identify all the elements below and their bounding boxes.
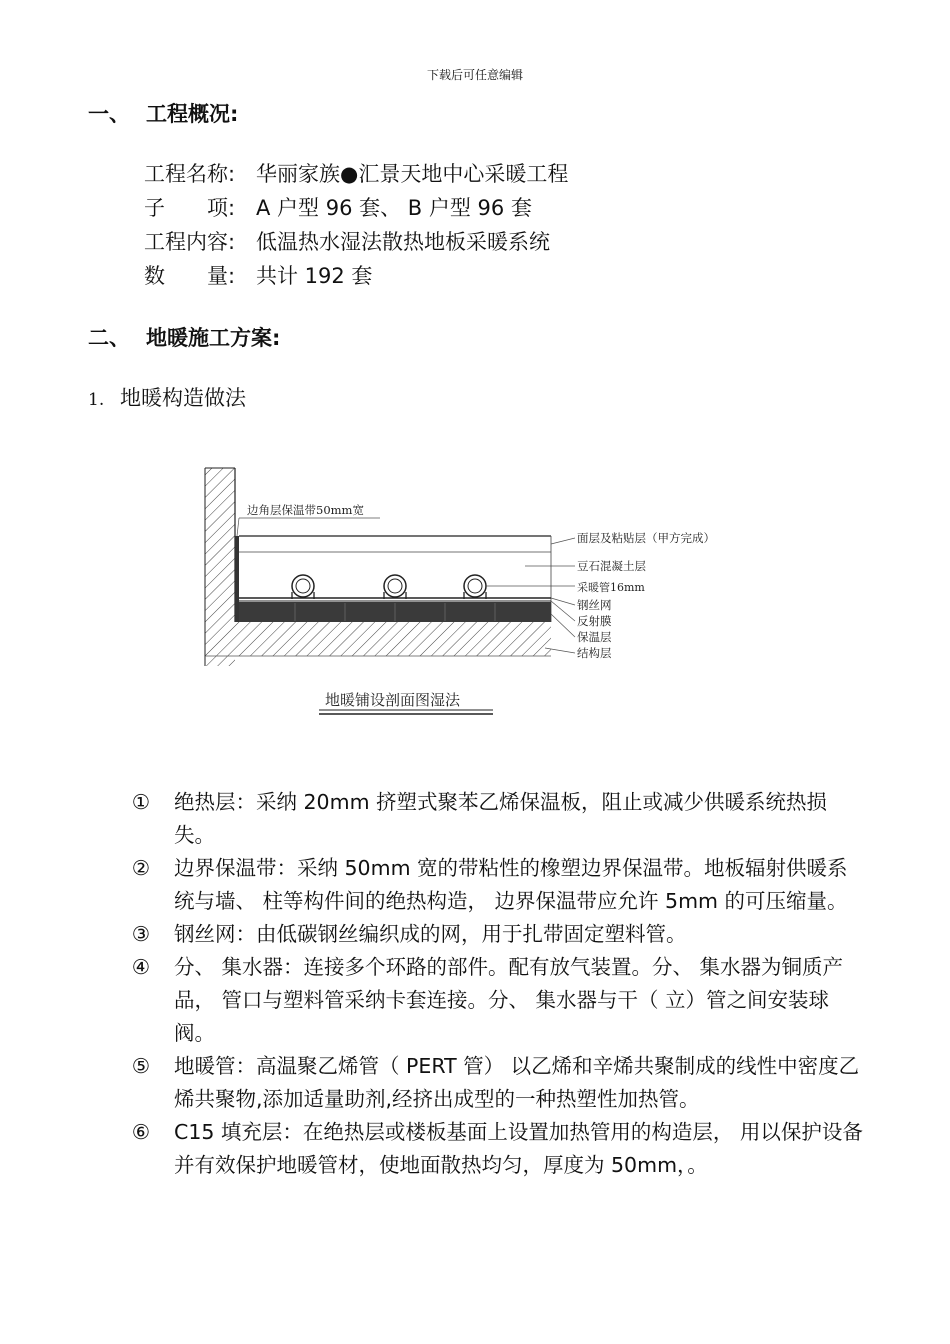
- subsection-1-title: 地暖构造做法: [120, 386, 246, 410]
- info-value: 华丽家族●汇景天地中心采暖工程: [256, 162, 569, 186]
- section-1-heading: [88, 98, 238, 128]
- section-2-title: 地暖施工方案:: [146, 326, 281, 350]
- structural-slab-hatch: [235, 622, 551, 656]
- layer-label-mesh: 钢丝网: [577, 598, 612, 612]
- info-row-content: [144, 226, 550, 256]
- list-item: [126, 1116, 866, 1182]
- info-label: 数 量:: [144, 264, 236, 288]
- subsection-1-heading: [88, 382, 246, 412]
- construction-notes-list: [126, 786, 866, 1182]
- section-1-title: 工程概况:: [146, 102, 239, 126]
- heating-pipe-1: [292, 575, 314, 599]
- section-2-number: 二、: [88, 326, 130, 350]
- info-row-subitem: [144, 192, 532, 222]
- list-item: [126, 852, 866, 918]
- info-row-quantity: [144, 260, 372, 290]
- item-marker: ②: [131, 856, 151, 880]
- section-1-number: 一、: [88, 102, 130, 126]
- item-marker: ⑥: [131, 1120, 151, 1144]
- info-label: 工程名称:: [144, 162, 236, 186]
- item-marker: ⑤: [131, 1054, 151, 1078]
- page-header-note: 下载后可任意编辑: [426, 68, 523, 82]
- subsection-1-number: 1.: [88, 390, 105, 410]
- heating-pipe-3: [464, 575, 486, 599]
- layer-label-surface: 面层及粘贴层（甲方完成）: [577, 531, 715, 545]
- list-item: [126, 786, 866, 852]
- item-text: 边界保温带：采纳 50mm 宽的带粘性的橡塑边界保温带。地板辐射供暖系统与墙、 柱等构件间的绝热构造， 边界保温带应允许 5mm 的可压缩量。: [174, 856, 848, 913]
- edge-insulation-label: 边角层保温带50mm宽: [247, 503, 364, 517]
- item-marker: ③: [131, 922, 151, 946]
- item-text: 分、 集水器：连接多个环路的部件。配有放气装置。分、 集水器为铜质产品， 管口与塑料管采纳卡套连接。分、 集水器与干（ 立）管之间安装球阀。: [174, 955, 844, 1045]
- list-item: [126, 1050, 866, 1116]
- diagram-caption: 地暖铺设剖面图湿法: [325, 691, 461, 709]
- list-item: [126, 951, 866, 1050]
- item-text: 地暖管：高温聚乙烯管（ PERT 管） 以乙烯和辛烯共聚制成的线性中密度乙烯共聚物,添加适量助剂,经挤出成型的一种热塑性加热管。: [174, 1054, 860, 1111]
- info-label: 工程内容:: [144, 230, 236, 254]
- layer-label-insulation: 保温层: [577, 630, 612, 644]
- layer-label-film: 反射膜: [577, 614, 612, 628]
- section-2-heading: [88, 322, 280, 352]
- edge-insulation-strip: [235, 536, 239, 622]
- list-item: [126, 918, 866, 951]
- info-value: 共计 192 套: [256, 264, 373, 288]
- item-marker: ①: [131, 790, 151, 814]
- info-row-project-name: [144, 158, 568, 188]
- info-label: 子 项:: [144, 196, 236, 220]
- layer-label-pipe: 采暖管16mm: [577, 581, 645, 594]
- layer-label-structure: 结构层: [577, 646, 612, 660]
- layer-label-concrete: 豆石混凝土层: [577, 559, 646, 573]
- info-value: 低温热水湿法散热地板采暖系统: [256, 230, 550, 254]
- item-marker: ④: [131, 955, 151, 979]
- item-text: 钢丝网：由低碳钢丝编织成的网，用于扎带固定塑料管。: [174, 922, 687, 946]
- info-value: A 户型 96 套、 B 户型 96 套: [256, 196, 532, 220]
- item-text: 绝热层：采纳 20mm 挤塑式聚苯乙烯保温板，阻止或减少供暖系统热损失。: [174, 790, 828, 847]
- item-text: C15 填充层：在绝热层或楼板基面上设置加热管用的构造层， 用以保护设备并有效保护地暖管材，使地面散热均匀，厚度为 50mm，。: [174, 1120, 863, 1177]
- heating-pipe-2: [384, 575, 406, 599]
- wall-hatch: [205, 468, 235, 666]
- floor-heating-section-diagram: [195, 462, 755, 722]
